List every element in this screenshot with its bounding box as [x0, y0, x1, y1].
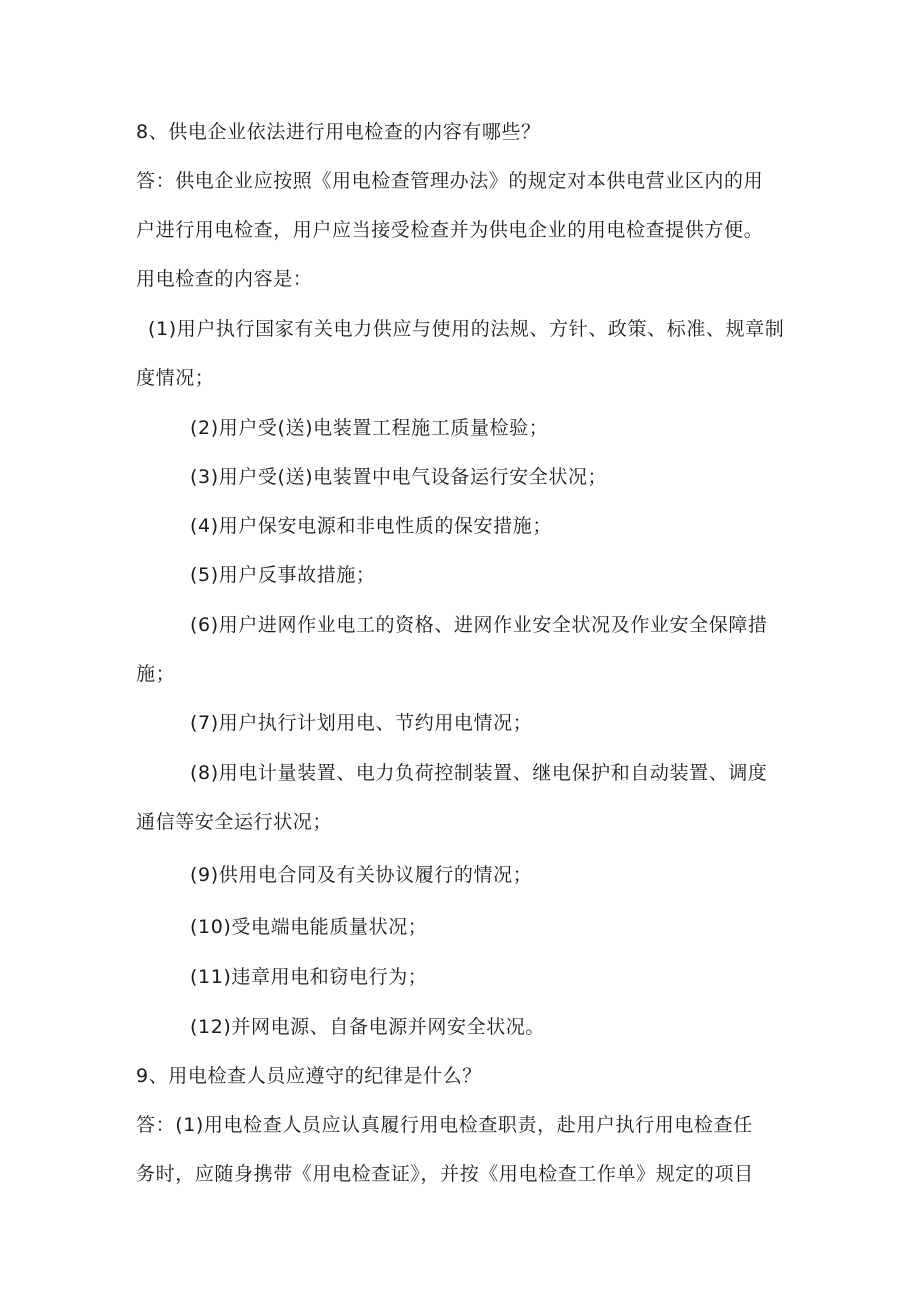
answer-8-line-1: 答：供电企业应按照《用电检查管理办法》的规定对本供电营业区内的用 — [136, 170, 764, 192]
list-item-6-line-1: (6)用户进网作业电工的资格、进网作业安全状况及作业安全保障措 — [190, 614, 768, 636]
list-item-7: (7)用户执行计划用电、节约用电情况； — [190, 712, 533, 734]
question-8-heading: 8、供电企业依法进行用电检查的内容有哪些？ — [136, 121, 541, 143]
answer-9-line-2: 务时，应随身携带《用电检查证》，并按《用电检查工作单》规定的项目 — [136, 1163, 754, 1185]
list-item-12: (12)并网电源、自备电源并网安全状况。 — [190, 1016, 546, 1038]
list-item-11: (11)违章用电和窃电行为； — [190, 966, 428, 988]
list-item-2: (2)用户受(送)电装置工程施工质量检验； — [190, 417, 549, 439]
question-9-heading: 9、用电检查人员应遵守的纪律是什么？ — [136, 1065, 482, 1087]
list-item-5: (5)用户反事故措施； — [190, 564, 376, 586]
list-item-8-line-1: (8)用电计量装置、电力负荷控制装置、继电保护和自动装置、调度 — [190, 762, 768, 784]
list-item-4: (4)用户保安电源和非电性质的保安措施； — [190, 515, 552, 537]
list-item-10: (10)受电端电能质量状况； — [190, 916, 428, 938]
answer-8-line-3: 用电检查的内容是： — [136, 268, 313, 290]
answer-8-line-2: 户进行用电检查，用户应当接受检查并为供电企业的用电检查提供方便。 — [136, 219, 764, 241]
list-item-3: (3)用户受(送)电装置中电气设备运行安全状况； — [190, 466, 608, 488]
list-item-1-line-1: (1)用户执行国家有关电力供应与使用的法规、方针、政策、标准、规章制 — [148, 318, 785, 340]
answer-9-line-1: 答：(1)用电检查人员应认真履行用电检查职责，赴用户执行用电检查任 — [136, 1114, 753, 1136]
list-item-1-line-2: 度情况； — [136, 367, 215, 389]
list-item-9: (9)供用电合同及有关协议履行的情况； — [190, 864, 533, 886]
list-item-6-line-2: 施； — [136, 663, 176, 685]
list-item-8-line-2: 通信等安全运行状况； — [136, 811, 333, 833]
